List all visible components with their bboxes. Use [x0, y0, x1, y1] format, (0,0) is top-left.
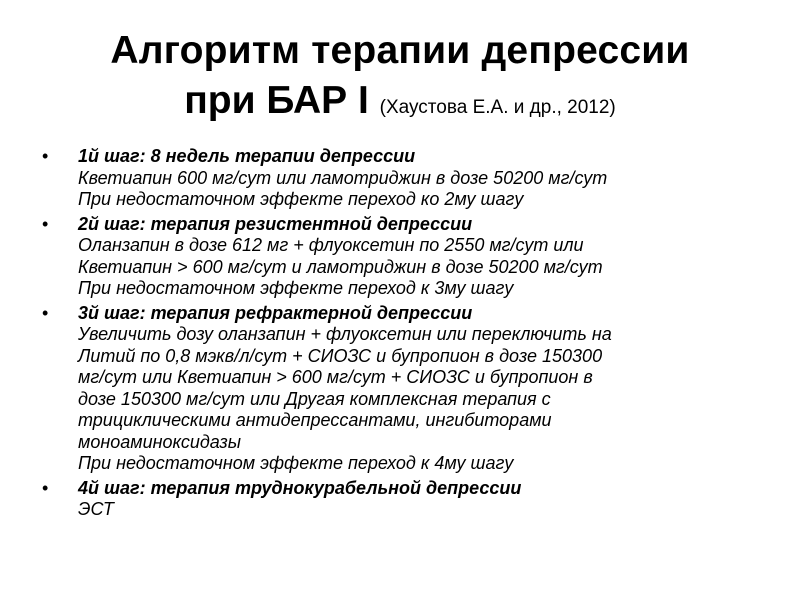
step-2-line-2: Кветиапин > 600 мг/сут и ламотриджин в дозе 50200 мг/сут — [78, 256, 603, 277]
step-1-line-2: При недостаточном эффекте переход ко 2му шагу — [78, 189, 524, 209]
step-3-line-7: При недостаточном эффекте переход к 4му шагу — [78, 453, 514, 473]
step-4-title: 4й шаг: терапия труднокурабельной депрессии — [78, 477, 522, 498]
title-reference: (Хаустова Е.А. и др., 2012) — [379, 97, 616, 118]
slide-title — [0, 26, 800, 133]
step-4-line-1: ЭСТ — [78, 499, 114, 519]
step-2-title: 2й шаг: терапия резистентной депрессии — [78, 213, 473, 234]
step-2-line-1: Оланзапин в дозе 612 мг + флуоксетин по 2550 мг/сут или — [78, 235, 584, 255]
step-3-line-6: моноаминоксидазы — [78, 431, 242, 452]
step-3-line-1: Увеличить дозу оланзапин + флуоксетин или переключить на — [78, 324, 612, 344]
step-3-line-3: мг/сут или Кветиапин > 600 мг/сут + СИОЗС и бупропион в — [78, 367, 593, 387]
step-3-line-5: трициклическими антидепрессантами, ингибиторами — [78, 410, 552, 430]
title-line-2-text: при БАР I — [184, 79, 369, 122]
step-1-title: 1й шаг: 8 недель терапии депрессии — [78, 146, 416, 166]
bullet-icon: • — [42, 213, 49, 234]
step-3-line-2: Литий по 0,8 мэкв/л/сут + СИОЗС и бупропион в дозе 150300 — [78, 345, 603, 366]
step-2 — [42, 214, 762, 300]
bullet-icon: • — [42, 146, 49, 166]
step-4 — [42, 478, 762, 521]
step-3-title: 3й шаг: терапия рефрактерной депрессии — [78, 302, 473, 323]
title-line-2 — [0, 76, 800, 133]
bullet-icon: • — [42, 477, 49, 498]
step-1 — [42, 146, 762, 211]
title-line-1: Алгоритм терапии депрессии — [110, 29, 690, 72]
step-3-line-4: дозе 150300 мг/сут или Другая комплексная терапия с — [78, 388, 551, 409]
step-2-line-3: При недостаточном эффекте переход к 3му шагу — [78, 278, 514, 298]
steps-list — [42, 146, 762, 524]
step-3 — [42, 303, 762, 475]
bullet-icon: • — [42, 302, 49, 323]
step-1-line-1: Кветиапин 600 мг/сут или ламотриджин в дозе 50200 мг/сут — [78, 167, 608, 188]
